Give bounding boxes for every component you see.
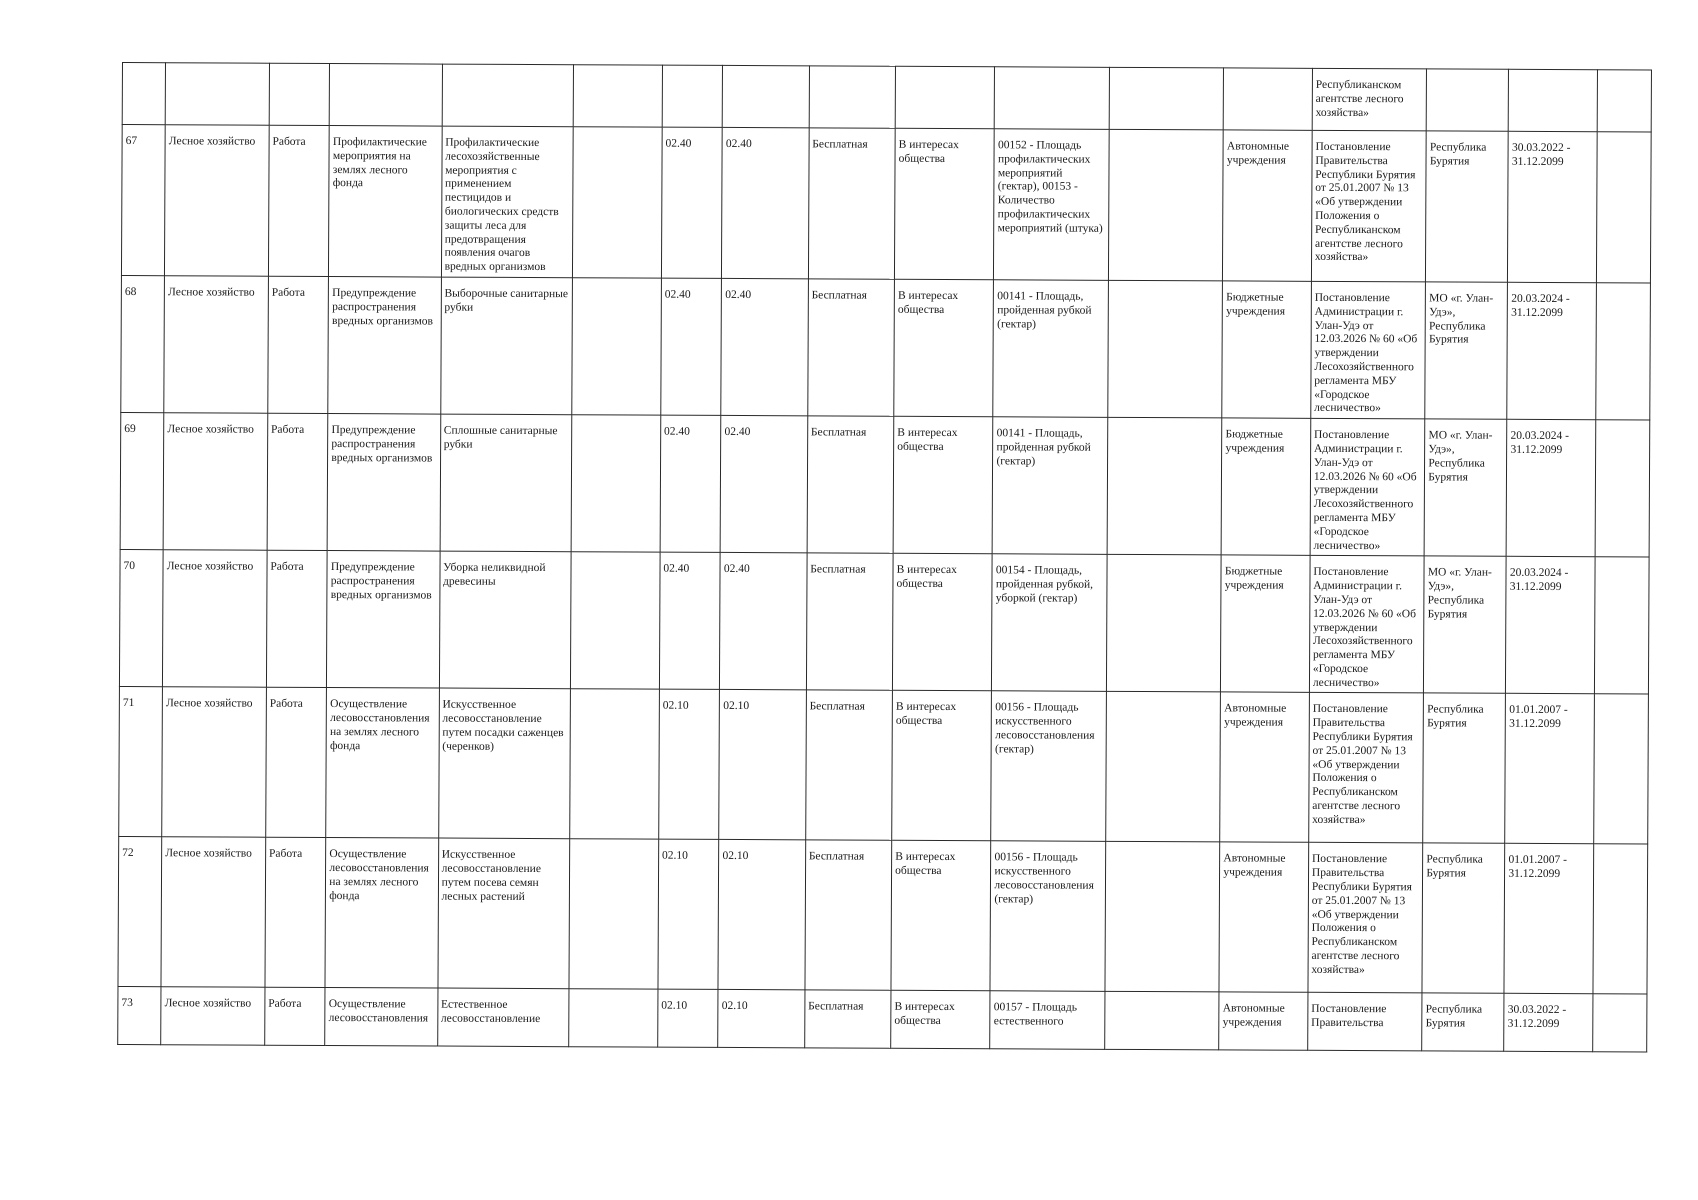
- cell-tail: [1594, 694, 1649, 844]
- cell-content: Уборка неликвидной древесины: [439, 551, 571, 689]
- table-row: [118, 987, 1647, 1052]
- cell-interest: В интересах общества: [892, 691, 992, 841]
- cell-blank: [1108, 280, 1223, 418]
- cell-content: Естественное лесовосстановление: [437, 989, 569, 1048]
- cell-sphere: [165, 63, 269, 126]
- cell-content: Профилактические лесохозяйственные мероприятия с применением пестицидов и биологических средств защиты леса для предотвращения появления очагов вредных организмов: [441, 126, 573, 278]
- cell-code1: 02.10: [659, 690, 720, 840]
- cell-service: Предупреждение распространения вредных организмов: [327, 414, 440, 552]
- cell-service: Осуществление лесовосстановления на землях лесного фонда: [325, 838, 438, 989]
- cell-kind: Работа: [268, 125, 329, 276]
- cell-code1: [662, 65, 723, 127]
- cell-payment: Бесплатная: [808, 128, 895, 279]
- cell-code1: 02.10: [658, 840, 719, 990]
- cell-indicator: 00157 - Площадь естественного: [990, 991, 1105, 1050]
- cell-owner: Республика Бурятия: [1426, 131, 1509, 282]
- cell-interest: В интересах общества: [893, 554, 993, 692]
- cell-basis: Постановление Правительства: [1308, 993, 1423, 1052]
- table-row: [119, 687, 1649, 844]
- table-row: [120, 413, 1650, 558]
- cell-institutions: Автономные учреждения: [1220, 692, 1309, 842]
- cell-payment: Бесплатная: [804, 990, 891, 1048]
- cell-content: [442, 64, 574, 127]
- cell-period: 01.01.2007 - 31.12.2099: [1504, 844, 1593, 994]
- cell-code2: 02.10: [718, 990, 805, 1048]
- cell-blank: [1105, 842, 1220, 993]
- cell-service: Осуществление лесовосстановления на землях лесного фонда: [326, 688, 439, 839]
- cell-tail: [1595, 420, 1650, 557]
- cell-content: Искусственное лесовосстановление путем посева семян лесных растений: [438, 839, 570, 990]
- cell-service: [330, 64, 443, 127]
- cell-tail: [1596, 132, 1651, 283]
- cell-content: Выборочные санитарные рубки: [440, 277, 572, 415]
- cell-owner: МО «г. Улан-Удэ», Республика Бурятия: [1425, 282, 1508, 420]
- cell-blank: [1105, 992, 1220, 1051]
- cell-interest: [895, 66, 995, 128]
- cell-blank: [1109, 67, 1224, 130]
- cell-tail: [1594, 557, 1649, 694]
- cell-num: 69: [120, 413, 164, 550]
- cell-interest: В интересах общества: [895, 128, 995, 279]
- cell-sphere: Лесное хозяйство: [162, 687, 266, 838]
- table-row: [121, 125, 1651, 283]
- cell-indicator: 00141 - Площадь, пройденная рубкой (гектар): [993, 417, 1108, 555]
- cell-indicator: 00156 - Площадь искусственного лесовосстановления (гектар): [990, 841, 1105, 992]
- cell-content: Искусственное лесовосстановление путем посадки саженцев (черенков): [438, 689, 570, 840]
- cell-sphere: Лесное хозяйство: [163, 550, 267, 688]
- cell-institutions: Бюджетные учреждения: [1221, 418, 1310, 556]
- cell-period: 20.03.2024 - 31.12.2099: [1506, 557, 1595, 695]
- cell-basis: Постановление Администрации г. Улан-Удэ от 12.03.2026 № 60 «Об утверждении Лесохозяйственного регламента МБУ «Городское лесничество»: [1310, 418, 1425, 556]
- table-row: [121, 275, 1651, 420]
- cell-indicator: 00152 - Площадь профилактических мероприятий (гектар), 00153 - Количество профилактических мероприятий (штука): [994, 129, 1109, 281]
- cell-basis: Постановление Правительства Республики Бурятия от 25.01.2007 № 13 «Об утверждении Положения о Республиканском агентстве лесного хозяйства»: [1311, 130, 1426, 282]
- cell-period: 30.03.2022 - 31.12.2099: [1504, 994, 1593, 1052]
- cell-num: 70: [119, 550, 163, 687]
- cell-service: Предупреждение распространения вредных организмов: [327, 551, 440, 689]
- cell-service: Осуществление лесовосстановления: [325, 988, 438, 1047]
- cell-period: 01.01.2007 - 31.12.2099: [1505, 694, 1594, 844]
- cell-indicator: 00141 - Площадь, пройденная рубкой (гектар): [993, 280, 1108, 418]
- cell-payment: Бесплатная: [805, 840, 892, 990]
- cell-service: Профилактические мероприятия на землях лесного фонда: [329, 126, 442, 278]
- cell-kind: Работа: [266, 551, 327, 688]
- cell-code1: 02.40: [659, 552, 720, 689]
- cell-period: 30.03.2022 - 31.12.2099: [1508, 131, 1597, 282]
- cell-sphere: Лесное хозяйство: [161, 837, 265, 988]
- cell-kind: Работа: [268, 276, 329, 413]
- cell-code2: 02.40: [721, 278, 808, 416]
- cell-code2: 02.40: [722, 127, 809, 278]
- cell-owner: МО «г. Улан-Удэ», Республика Бурятия: [1424, 556, 1507, 694]
- cell-period: 20.03.2024 - 31.12.2099: [1506, 419, 1595, 557]
- registry-table: [117, 62, 1652, 1053]
- cell-content: Сплошные санитарные рубки: [440, 414, 572, 552]
- cell-code1: 02.40: [661, 278, 722, 415]
- cell-kind: [269, 63, 330, 125]
- cell-basis: Постановление Администрации г. Улан-Удэ от 12.03.2026 № 60 «Об утверждении Лесохозяйственного регламента МБУ «Городское лесничество»: [1309, 556, 1424, 694]
- cell-payment: Бесплатная: [806, 553, 893, 691]
- cell-interest: В интересах общества: [891, 841, 991, 991]
- cell-indicator: 00156 - Площадь искусственного лесовосстановления (гектар): [991, 691, 1106, 842]
- cell-num: 73: [118, 987, 161, 1045]
- cell-code2: 02.40: [720, 553, 807, 691]
- cell-basis: Постановление Правительства Республики Бурятия от 25.01.2007 № 13 «Об утверждении Положения о Республиканском агентстве лесного хозяйства»: [1309, 693, 1424, 844]
- cell-service: Предупреждение распространения вредных организмов: [328, 276, 441, 414]
- cell-code1: 02.40: [660, 415, 721, 552]
- cell-owner: [1426, 69, 1508, 131]
- cell-blank: [1106, 555, 1221, 693]
- cell-institutions: Автономные учреждения: [1219, 992, 1308, 1050]
- cell-code2: [723, 65, 810, 127]
- cell-basis: Постановление Правительства Республики Бурятия от 25.01.2007 № 13 «Об утверждении Положения о Республиканском агентстве лесного хозяйства»: [1308, 843, 1423, 994]
- cell-code2: 02.40: [720, 416, 807, 554]
- cell-num: 71: [119, 687, 163, 837]
- cell-indicator: 00154 - Площадь, пройденная рубкой, уборкой (гектар): [992, 554, 1107, 692]
- cell-extra: [572, 278, 661, 416]
- cell-blank: [1107, 417, 1222, 555]
- cell-period: 20.03.2024 - 31.12.2099: [1507, 282, 1596, 420]
- cell-code1: 02.40: [661, 127, 722, 278]
- table-row: [122, 63, 1651, 132]
- cell-institutions: [1224, 68, 1313, 130]
- cell-extra: [571, 552, 660, 690]
- cell-blank: [1106, 692, 1221, 843]
- cell-num: 72: [118, 837, 162, 987]
- cell-code2: 02.10: [718, 840, 805, 990]
- registry-table-page: [117, 62, 1652, 1119]
- cell-sphere: Лесное хозяйство: [161, 987, 265, 1046]
- cell-payment: Бесплатная: [807, 279, 894, 417]
- cell-num: 68: [121, 275, 165, 412]
- cell-code2: 02.10: [719, 690, 806, 840]
- cell-kind: Работа: [267, 413, 328, 550]
- cell-payment: Бесплатная: [805, 690, 892, 840]
- cell-extra: [570, 689, 659, 839]
- cell-sphere: Лесное хозяйство: [165, 125, 269, 276]
- cell-institutions: Автономные учреждения: [1219, 842, 1308, 992]
- cell-tail: [1593, 844, 1648, 994]
- cell-num: 67: [121, 125, 165, 276]
- cell-tail: [1593, 994, 1647, 1052]
- cell-owner: Республика Бурятия: [1422, 993, 1504, 1051]
- cell-indicator: [995, 67, 1110, 130]
- cell-kind: Работа: [266, 688, 327, 838]
- cell-tail: [1597, 70, 1651, 132]
- cell-kind: Работа: [265, 838, 326, 988]
- cell-extra: [569, 839, 658, 989]
- cell-blank: [1108, 129, 1223, 281]
- cell-institutions: Автономные учреждения: [1223, 130, 1312, 281]
- table-row: [119, 550, 1649, 695]
- cell-institutions: Бюджетные учреждения: [1222, 281, 1311, 419]
- cell-owner: МО «г. Улан-Удэ», Республика Бурятия: [1424, 419, 1507, 557]
- cell-extra: [574, 65, 663, 127]
- cell-interest: В интересах общества: [893, 416, 993, 554]
- cell-institutions: Бюджетные учреждения: [1221, 555, 1310, 693]
- cell-period: [1509, 69, 1598, 131]
- cell-kind: Работа: [265, 988, 326, 1046]
- table-row: [118, 837, 1648, 994]
- cell-payment: Бесплатная: [807, 416, 894, 554]
- cell-code1: 02.10: [658, 990, 719, 1048]
- cell-basis: Постановление Администрации г. Улан-Удэ от 12.03.2026 № 60 «Об утверждении Лесохозяйственного регламента МБУ «Городское лесничество»: [1311, 281, 1426, 419]
- cell-payment: [809, 66, 896, 128]
- cell-tail: [1596, 283, 1651, 420]
- cell-num: [122, 63, 165, 125]
- cell-basis: Республиканском агентстве лесного хозяйства»: [1312, 68, 1427, 131]
- cell-sphere: Лесное хозяйство: [164, 276, 268, 414]
- cell-sphere: Лесное хозяйство: [163, 413, 267, 551]
- cell-owner: Республика Бурятия: [1422, 843, 1505, 993]
- cell-extra: [571, 415, 660, 553]
- cell-interest: В интересах общества: [891, 991, 991, 1049]
- cell-owner: Республика Бурятия: [1423, 693, 1506, 843]
- cell-extra: [573, 127, 662, 278]
- cell-interest: В интересах общества: [894, 279, 994, 417]
- cell-extra: [569, 989, 658, 1047]
